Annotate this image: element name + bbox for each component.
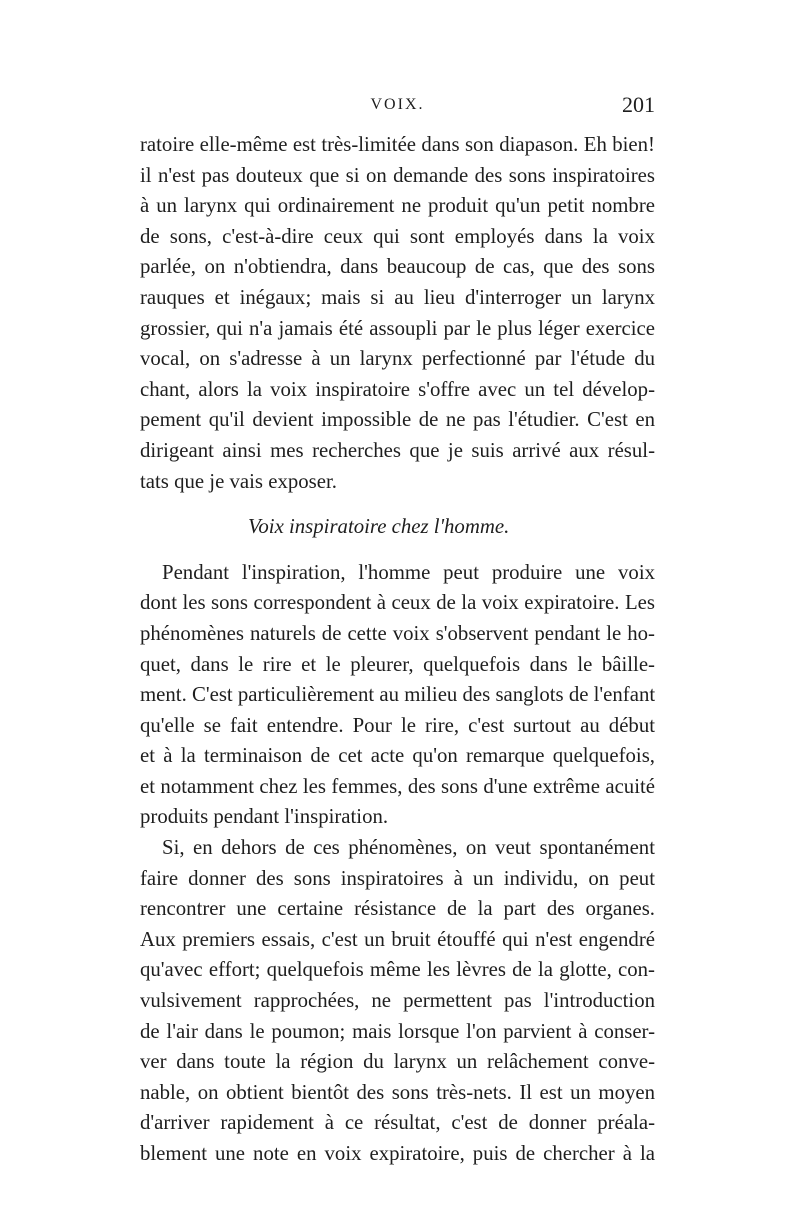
paragraph-1 [140, 130, 655, 497]
paragraph-3 [140, 833, 655, 1170]
text-line: grossier, qui n'a jamais été assoupli par le plus léger exercice [140, 316, 655, 340]
text-line: dirigeant ainsi mes recherches que je suis arrivé aux résul- [140, 438, 655, 462]
running-header [140, 92, 655, 126]
text-line: produits pendant l'inspiration. [140, 805, 389, 829]
text-line: et notamment chez les femmes, des sons d'une extrême acuité [140, 774, 655, 798]
text-line: d'arriver rapidement à ce résultat, c'est de donner préala- [140, 1111, 655, 1135]
text-line: vulsivement rapprochées, ne permettent pas l'introduction [140, 989, 655, 1013]
text-line: à un larynx qui ordinairement ne produit qu'un petit nombre [140, 194, 655, 218]
running-title: VOIX. [370, 96, 425, 113]
text-line: il n'est pas douteux que si on demande des sons inspiratoires [140, 163, 655, 187]
text-line: qu'avec effort; quelquefois même les lèvres de la glotte, con- [140, 958, 655, 982]
body-text [140, 130, 655, 1170]
text-line: faire donner des sons inspiratoires à un individu, on peut [140, 866, 655, 890]
text-line: qu'elle se fait entendre. Pour le rire, c'est surtout au début [140, 713, 655, 737]
text-line: Si, en dehors de ces phénomènes, on veut spontanément [162, 836, 655, 860]
text-line: Aux premiers essais, c'est un bruit étouffé qui n'est engendré [140, 927, 655, 951]
text-line: phénomènes naturels de cette voix s'observent pendant le ho- [140, 621, 655, 645]
text-line: rencontrer une certaine résistance de la part des organes. [140, 897, 655, 921]
text-line: nable, on obtient bientôt des sons très-nets. Il est un moyen [140, 1080, 655, 1104]
text-line: ratoire elle-même est très-limitée dans son diapason. Eh bien! [140, 133, 655, 156]
text-line: de l'air dans le poumon; mais lorsque l'on parvient à conser- [140, 1019, 655, 1043]
text-line: parlée, on n'obtiendra, dans beaucoup de cas, que des sons [140, 255, 655, 279]
text-line: chant, alors la voix inspiratoire s'offre avec un tel dévelop- [140, 377, 655, 401]
text-line: blement une note en voix expiratoire, puis de chercher à la [140, 1142, 655, 1165]
section-heading: Voix inspiratoire chez l'homme. [248, 515, 510, 539]
text-line: de sons, c'est-à-dire ceux qui sont employés dans la voix [140, 224, 655, 248]
text-line: Pendant l'inspiration, l'homme peut produire une voix [162, 560, 655, 584]
page-number: 201 [622, 92, 655, 117]
text-line: ment. C'est particulièrement au milieu des sanglots de l'enfant [140, 683, 655, 707]
paragraph-2 [140, 558, 655, 833]
text-line: vocal, on s'adresse à un larynx perfectionné par l'étude du [140, 347, 655, 371]
text-line: ver dans toute la région du larynx un relâchement conve- [140, 1050, 655, 1074]
text-line: rauques et inégaux; mais si au lieu d'interroger un larynx [140, 285, 655, 309]
text-line: dont les sons correspondent à ceux de la voix expiratoire. Les [140, 591, 655, 615]
text-line: et à la terminaison de cet acte qu'on remarque quelquefois, [140, 744, 655, 768]
text-line: tats que je vais exposer. [140, 469, 337, 493]
text-line: quet, dans le rire et le pleurer, quelquefois dans le bâille- [140, 652, 655, 676]
text-line: pement qu'il devient impossible de ne pas l'étudier. C'est en [140, 408, 655, 432]
